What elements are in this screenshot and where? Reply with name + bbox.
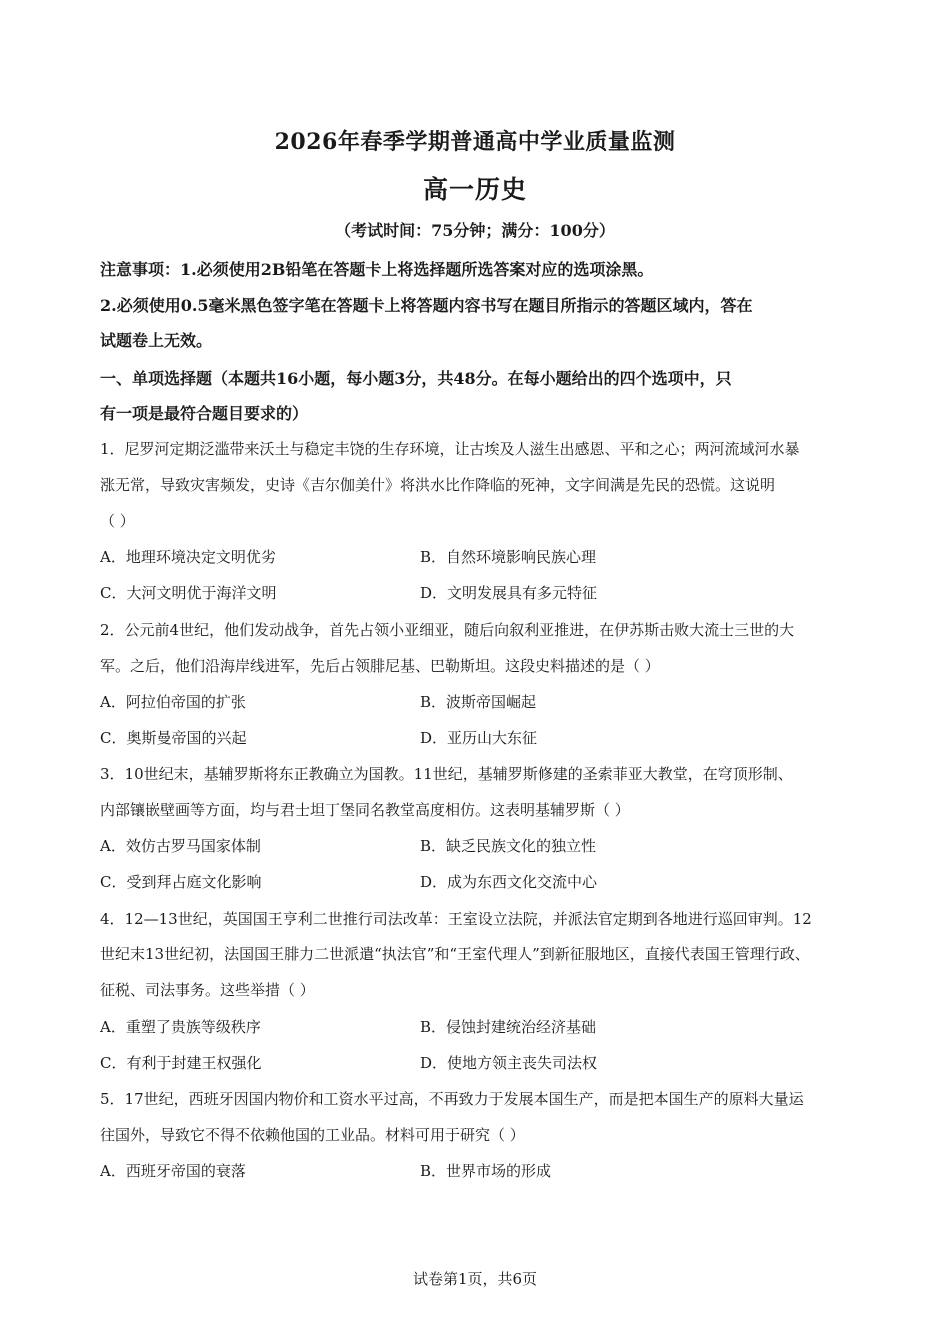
question-3-option-c: C．受到拜占庭文化影响 [100, 873, 262, 891]
question-4-line-2: 世纪末13世纪初，法国国王腓力二世派遣“执法官”和“王室代理人”到新征服地区，直接代表国王管理行政、 [100, 945, 810, 963]
notice-line-2: 2.必须使用0.5毫米黑色签字笔在答题卡上将答题内容书写在题目所指示的答题区域内，答在 [100, 296, 753, 315]
question-1-line-3: （ ） [100, 512, 135, 530]
question-2-option-d: D．亚历山大东征 [420, 729, 538, 747]
notice-line-1: 注意事项：1.必须使用2B铅笔在答题卡上将选择题所选答案对应的选项涂黑。 [100, 260, 654, 279]
question-5-option-b: B．世界市场的形成 [420, 1162, 552, 1180]
question-1-option-d: D．文明发展具有多元特征 [420, 584, 598, 602]
question-4-option-b: B．侵蚀封建统治经济基础 [420, 1018, 597, 1036]
question-1-option-a: A．地理环境决定文明优劣 [100, 548, 276, 566]
question-5-line-1: 5．17世纪，西班牙因国内物价和工资水平过高，不再致力于发展本国生产，而是把本国生产的原料大量运 [100, 1090, 804, 1108]
question-2-option-c: C．奥斯曼帝国的兴起 [100, 729, 247, 747]
question-4-line-3: 征税、司法事务。这些举措（ ） [100, 981, 315, 999]
question-2-option-b: B．波斯帝国崛起 [420, 693, 537, 711]
question-3-option-a: A．效仿古罗马国家体制 [100, 837, 261, 855]
question-1-option-c: C．大河文明优于海洋文明 [100, 584, 277, 602]
question-3-option-b: B．缺乏民族文化的独立性 [420, 837, 597, 855]
question-3-option-d: D．成为东西文化交流中心 [420, 873, 598, 891]
question-4-option-c: C．有利于封建王权强化 [100, 1054, 262, 1072]
question-2-line-2: 军。之后，他们沿海岸线进军，先后占领腓尼基、巴勒斯坦。这段史料描述的是（ ） [100, 657, 660, 675]
question-4-option-d: D．使地方领主丧失司法权 [420, 1054, 598, 1072]
question-4-line-1: 4．12—13世纪，英国国王亨利二世推行司法改革：王室设立法院，并派法官定期到各地进行巡回审判。12 [100, 910, 812, 928]
section-heading-line-1: 一、单项选择题（本题共16小题，每小题3分，共48分。在每小题给出的四个选项中，只 [100, 369, 732, 388]
question-1-line-1: 1．尼罗河定期泛滥带来沃土与稳定丰饶的生存环境，让古埃及人滋生出感恩、平和之心；两河流域河水暴 [100, 440, 800, 458]
question-4-option-a: A．重塑了贵族等级秩序 [100, 1018, 261, 1036]
question-5-option-a: A．西班牙帝国的衰落 [100, 1162, 246, 1180]
page-footer: 试卷第1页，共6页 [412, 1270, 538, 1288]
exam-subject: 高一历史 [422, 175, 527, 204]
question-1-option-b: B．自然环境影响民族心理 [420, 548, 597, 566]
exam-title: 2026年春季学期普通高中学业质量监测 [274, 129, 676, 155]
exam-info: （考试时间：75分钟；满分：100分） [335, 221, 615, 240]
section-heading-line-2: 有一项是最符合题目要求的） [100, 404, 309, 423]
question-2-line-1: 2．公元前4世纪，他们发动战争，首先占领小亚细亚，随后向叙利亚推进，在伊苏斯击败大流士三世的大 [100, 621, 795, 639]
notice-line-3: 试题卷上无效。 [100, 331, 213, 350]
question-5-line-2: 往国外，导致它不得不依赖他国的工业品。材料可用于研究（ ） [100, 1126, 525, 1144]
question-2-option-a: A．阿拉伯帝国的扩张 [100, 693, 246, 711]
question-3-line-1: 3．10世纪末，基辅罗斯将东正教确立为国教。11世纪，基辅罗斯修建的圣索菲亚大教堂，在穹顶形制、 [100, 765, 793, 783]
question-3-line-2: 内部镶嵌壁画等方面，均与君士坦丁堡同名教堂高度相仿。这表明基辅罗斯（ ） [100, 801, 630, 819]
question-1-line-2: 涨无常，导致灾害频发，史诗《吉尔伽美什》将洪水比作降临的死神，文字间满是先民的恐慌。这说明 [100, 476, 776, 494]
